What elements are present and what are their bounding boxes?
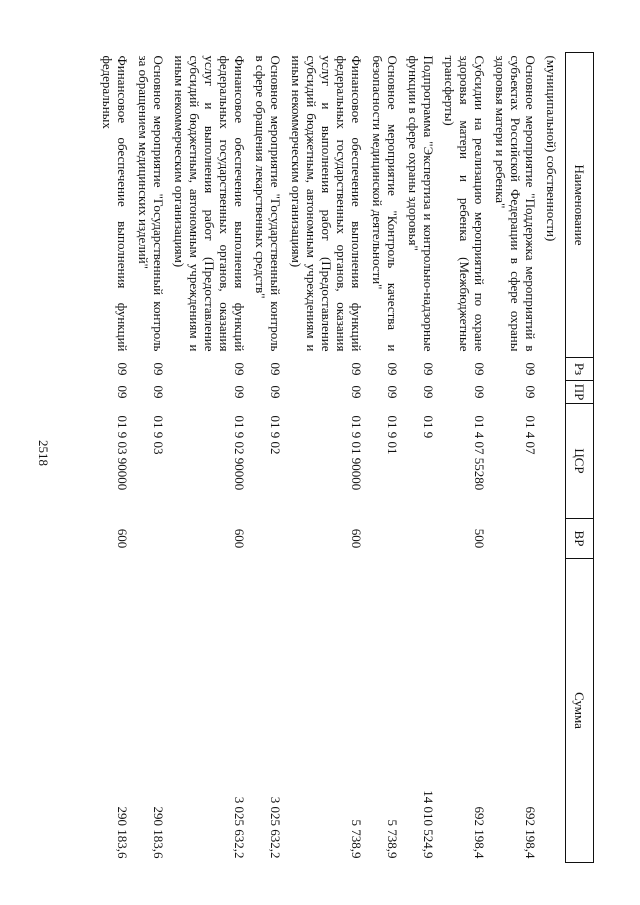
header-csr: ЦСР <box>566 404 594 519</box>
table-row <box>406 53 442 863</box>
row-csr: 01 9 03 90000 <box>115 415 130 491</box>
row-sum: 5 738,9 <box>349 819 364 859</box>
row-csr: 01 4 07 55280 <box>472 415 487 491</box>
row-pr: 09 <box>523 385 538 399</box>
row-rz <box>544 358 566 381</box>
header-name: Наименование <box>566 53 594 358</box>
row-vr: 600 <box>349 528 364 549</box>
row-csr: 01 4 07 <box>523 415 538 455</box>
header-pr: ПР <box>566 381 594 404</box>
row-sum: 290 183,6 <box>151 806 166 859</box>
row-vr <box>370 519 406 559</box>
row-vr: 500 <box>472 528 487 549</box>
row-sum: 14 010 524,9 <box>421 790 436 859</box>
row-pr <box>544 381 566 404</box>
row-pr: 09 <box>232 385 247 399</box>
row-pr: 09 <box>349 385 364 399</box>
row-pr: 09 <box>421 385 436 399</box>
row-sum: 5 738,9 <box>385 819 400 859</box>
row-csr: 01 9 02 90000 <box>232 415 247 491</box>
row-csr: 01 9 01 90000 <box>349 415 364 491</box>
row-name: Финансовое обеспечение выполнения функций федеральных государственных органов, оказания услуг и выполнения работ (Предоставление субсидий бюджетным, автономным учреждениям и иным некоммерческим организациям) <box>289 55 364 352</box>
budget-table <box>100 52 594 863</box>
row-vr <box>136 519 172 559</box>
row-rz: 09 <box>472 362 487 376</box>
row-vr <box>544 519 566 559</box>
row-name: Субсидии на реализацию мероприятий по охране здоровья матери и ребенка (Межбюджетные трансферты) <box>442 55 487 352</box>
row-rz: 09 <box>385 362 400 376</box>
row-sum: 3 025 632,2 <box>268 796 283 859</box>
header-rz: Рз <box>566 358 594 381</box>
row-sum: 290 183,6 <box>115 806 130 859</box>
table-row <box>370 53 406 863</box>
table-header-row <box>566 53 594 863</box>
row-pr: 09 <box>472 385 487 399</box>
row-vr <box>253 519 289 559</box>
row-csr: 01 9 02 <box>268 415 283 455</box>
row-rz: 09 <box>523 362 538 376</box>
row-pr: 09 <box>151 385 166 399</box>
row-name: Финансовое обеспечение выполнения функций федеральных <box>100 55 130 352</box>
row-name: (муниципальной) собственности) <box>544 55 559 242</box>
budget-table-page <box>49 52 594 862</box>
table-row <box>253 53 289 863</box>
row-sum: 692 198,4 <box>523 806 538 859</box>
row-rz: 09 <box>232 362 247 376</box>
table-row <box>136 53 172 863</box>
table-row <box>493 53 544 863</box>
table-row <box>100 53 136 863</box>
table-row <box>172 53 253 863</box>
row-name: Основное мероприятие "Поддержка мероприятий в субъектах Российской Федерации в сфере охраны здоровья матери и ребенка" <box>493 55 538 352</box>
table-row <box>289 53 370 863</box>
row-rz: 09 <box>268 362 283 376</box>
row-vr: 600 <box>115 528 130 549</box>
row-name: Финансовое обеспечение выполнения функций федеральных государственных органов, оказания услуг и выполнения работ (Предоставление субсидий бюджетным, автономным учреждениям и иным некоммерческим организациям) <box>172 55 247 352</box>
row-name: Основное мероприятие "Контроль качества и безопасности медицинской деятельности" <box>370 55 400 352</box>
row-vr <box>493 519 544 559</box>
page-number: 2518 <box>36 440 51 466</box>
header-vr: ВР <box>566 519 594 559</box>
table-row <box>544 53 566 863</box>
row-rz: 09 <box>115 362 130 376</box>
row-name: Основное мероприятие "Государственный контроль в сфере обращения лекарственных средств" <box>253 55 283 352</box>
row-csr <box>544 404 566 519</box>
row-pr: 09 <box>115 385 130 399</box>
row-name: Подпрограмма "Экспертиза и контрольно-надзорные функции в сфере охраны здоровья" <box>406 55 436 352</box>
row-rz: 09 <box>349 362 364 376</box>
row-pr: 09 <box>385 385 400 399</box>
row-csr: 01 9 01 <box>385 415 400 455</box>
row-sum: 692 198,4 <box>472 806 487 859</box>
row-rz: 09 <box>151 362 166 376</box>
row-rz: 09 <box>421 362 436 376</box>
row-sum: 3 025 632,2 <box>232 796 247 859</box>
row-csr: 01 9 <box>421 415 436 439</box>
row-vr: 600 <box>232 528 247 549</box>
row-csr: 01 9 03 <box>151 415 166 455</box>
row-pr: 09 <box>268 385 283 399</box>
row-name: Основное мероприятие "Государственный контроль за обращением медицинских изделий" <box>136 55 166 352</box>
header-sum: Сумма <box>566 559 594 863</box>
table-row <box>442 53 493 863</box>
row-sum <box>544 559 566 863</box>
row-vr <box>406 519 442 559</box>
